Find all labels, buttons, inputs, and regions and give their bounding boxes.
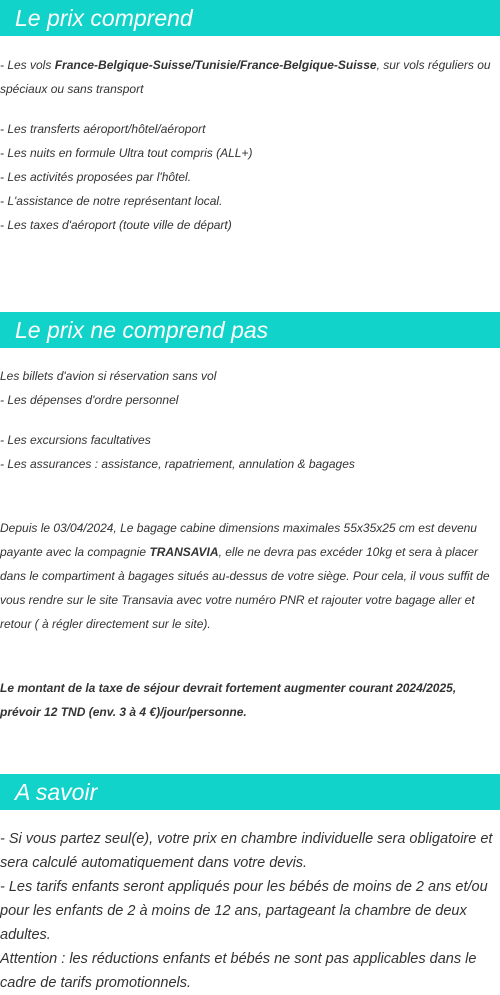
list-item: - Les excursions facultatives [0, 433, 151, 447]
paragraph: - Si vous partez seul(e), votre prix en chambre individuelle sera obligatoire et sera calculé automatiquement dans votre devis. [0, 831, 493, 871]
airline-name: TRANSAVIA [149, 545, 219, 559]
list-item: - Les transferts aéroport/hôtel/aéroport [0, 122, 206, 136]
list-item: - Les dépenses d'ordre personnel [0, 393, 179, 407]
paragraph: - Les tarifs enfants seront appliqués pour les bébés de moins de 2 ans et/ou pour les enfants de 2 à moins de 12 ans, partageant la chambre de deux adultes. [0, 879, 488, 943]
not-included-list [0, 364, 500, 476]
section-title: Le prix ne comprend pas [15, 317, 269, 343]
list-item: - L'assistance de notre représentant local. [0, 194, 223, 208]
paragraph: Attention : les réductions enfants et bébés ne sont pas applicables dans le cadre de tarifs promotionnels. [0, 951, 477, 991]
baggage-notice: Depuis le 03/04/2024, Le bagage cabine dimensions maximales 55x35x25 cm est devenu payante avec la compagnie TRANSAVIA, elle ne devra pas excéder 10kg et sera à placer dans le compartiment à bagages situés au-dessus de votre siège. Pour cela, il vous suffit de vous rendre sur le site Transavia avec votre numéro PNR et rajouter votre bagage aller et retour ( à régler directement sur le site). [0, 521, 490, 631]
section-header-prix-ne-comprend-pas [0, 312, 500, 348]
included-list [0, 53, 500, 237]
flights-route: France-Belgique-Suisse/Tunisie/France-Belgique-Suisse [54, 58, 377, 72]
section-header-a-savoir [0, 774, 500, 810]
good-to-know-text [0, 827, 500, 995]
list-item: - Les nuits en formule Ultra tout compris (ALL+) [0, 146, 253, 160]
section-title: Le prix comprend [15, 5, 193, 31]
list-item: - Les taxes d'aéroport (toute ville de départ) [0, 218, 232, 232]
section-header-prix-comprend [0, 0, 500, 36]
section-title: A savoir [15, 779, 98, 805]
list-item: - Les assurances : assistance, rapatriement, annulation & bagages [0, 457, 355, 471]
list-item-flights: - Les vols France-Belgique-Suisse/Tunisie/France-Belgique-Suisse, sur vols réguliers ou spéciaux ou sans transport [0, 58, 491, 96]
list-item: Les billets d'avion si réservation sans vol [0, 369, 217, 383]
tourist-tax-notice: Le montant de la taxe de séjour devrait fortement augmenter courant 2024/2025, prévoir 12 TND (env. 3 à 4 €)/jour/personne. [0, 681, 457, 719]
list-item: - Les activités proposées par l'hôtel. [0, 170, 192, 184]
